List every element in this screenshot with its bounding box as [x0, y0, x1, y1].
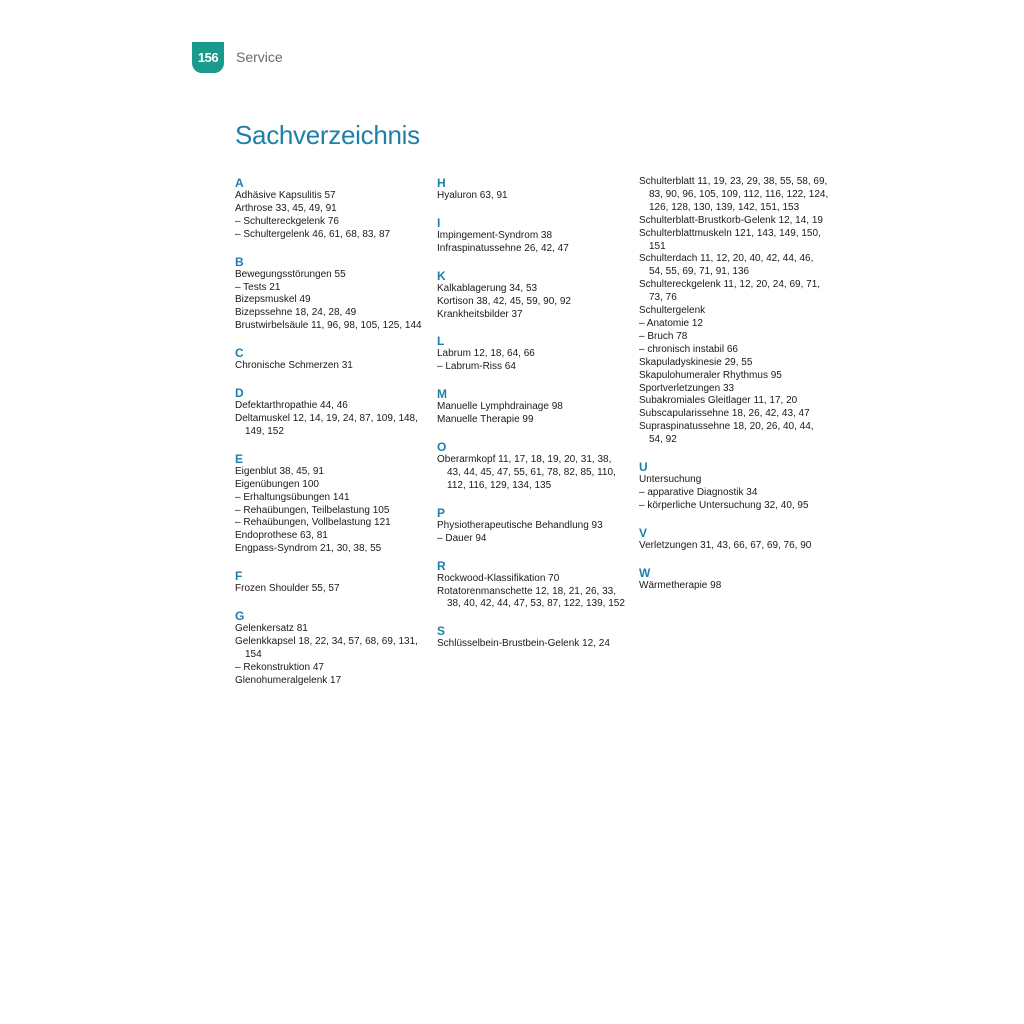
index-letter-heading: R	[437, 558, 446, 573]
index-letter-group	[235, 346, 425, 373]
index-letter-heading: I	[437, 215, 441, 230]
index-letter-heading: C	[235, 346, 244, 361]
index-entry: Bewegungsstörungen 55	[235, 268, 346, 280]
index-letter-group	[437, 440, 627, 493]
index-subentry: – Schultereckgelenk 76	[235, 216, 425, 229]
index-subentry: – Labrum-Riss 64	[437, 361, 627, 374]
index-letter-group	[235, 569, 425, 596]
index-entry: Eigenübungen 100	[235, 478, 319, 490]
index-entry: Subakromiales Gleitlager 11, 17, 20	[639, 395, 798, 407]
index-entry: Impingement-Syndrom 38	[437, 229, 553, 241]
index-letter-group	[437, 387, 627, 427]
index-letter-heading: W	[639, 565, 651, 580]
index-subentry: – Rekonstruktion 47	[235, 662, 425, 675]
index-letter-heading: K	[437, 268, 446, 283]
index-entry: Schultereckgelenk 11, 12, 20, 24, 69, 71, 73, 76	[639, 279, 821, 304]
index-letter-heading: L	[437, 334, 445, 349]
index-entry: Defektarthropathie 44, 46	[235, 400, 348, 412]
index-letter-group	[437, 334, 627, 374]
index-entry: Bizepsmuskel 49	[235, 294, 311, 306]
index-letter-heading: O	[437, 440, 447, 455]
index-column-1	[235, 176, 425, 701]
index-letter-group	[235, 176, 425, 242]
index-subentry: – chronisch instabil 66	[639, 344, 829, 357]
index-letter-group	[639, 176, 829, 447]
index-entry: Hyaluron 63, 91	[437, 190, 508, 201]
index-letter-group	[437, 269, 627, 322]
index-letter-group	[437, 216, 627, 256]
index-entry: Glenohumeralgelenk 17	[235, 674, 342, 686]
index-subentry: – Rehaübungen, Vollbelastung 121	[235, 517, 425, 530]
index-entry: Labrum 12, 18, 64, 66	[437, 348, 535, 360]
index-letter-group	[235, 452, 425, 556]
index-letter-group	[639, 526, 829, 553]
page-number-badge: 156	[192, 42, 224, 73]
index-letter-group	[639, 460, 829, 513]
index-subentry: – Rehaübungen, Teilbelastung 105	[235, 505, 425, 518]
index-entry: Supraspinatussehne 18, 20, 26, 40, 44, 54, 92	[639, 421, 814, 446]
index-entry: Schulterdach 11, 12, 20, 40, 42, 44, 46, 54, 55, 69, 71, 91, 136	[639, 253, 814, 278]
index-letter-group	[235, 609, 425, 688]
running-header-section: Service	[236, 49, 283, 65]
index-letter-heading: H	[437, 176, 446, 190]
index-entry: Chronische Schmerzen 31	[235, 360, 353, 372]
index-subentry: – Tests 21	[235, 282, 425, 295]
index-subentry: – körperliche Untersuchung 32, 40, 95	[639, 500, 829, 513]
index-entry: Wärmetherapie 98	[639, 579, 722, 591]
index-entry: Skapuladyskinesie 29, 55	[639, 356, 753, 368]
index-column-3	[639, 176, 829, 606]
index-entry: Brustwirbelsäule 11, 96, 98, 105, 125, 144	[235, 320, 422, 332]
index-entry: Physiotherapeutische Behandlung 93	[437, 519, 603, 531]
index-entry: Schlüsselbein-Brustbein-Gelenk 12, 24	[437, 638, 610, 650]
index-letter-heading: U	[639, 460, 648, 475]
index-entry: Gelenkersatz 81	[235, 623, 308, 635]
index-entry: Frozen Shoulder 55, 57	[235, 583, 340, 595]
index-entry: Gelenkkapsel 18, 22, 34, 57, 68, 69, 131, 154	[235, 635, 418, 660]
index-entry: Kortison 38, 42, 45, 59, 90, 92	[437, 295, 571, 307]
index-subentry: – apparative Diagnostik 34	[639, 487, 829, 500]
index-letter-heading: S	[437, 624, 446, 639]
index-entry: Infraspinatussehne 26, 42, 47	[437, 242, 569, 254]
index-letter-heading: P	[437, 505, 446, 520]
index-subentry: – Erhaltungsübungen 141	[235, 492, 425, 505]
index-entry: Skapulohumeraler Rhythmus 95	[639, 369, 782, 381]
index-entry: Schulterblatt-Brustkorb-Gelenk 12, 14, 19	[639, 214, 823, 226]
index-entry: Arthrose 33, 45, 49, 91	[235, 202, 337, 214]
index-letter-group	[437, 559, 627, 612]
index-column-2	[437, 176, 627, 664]
index-entry: Oberarmkopf 11, 17, 18, 19, 20, 31, 38, 43, 44, 45, 47, 55, 61, 78, 82, 85, 110, 112, 116, 129, 134, 135	[437, 454, 616, 491]
index-entry: Endoprothese 63, 81	[235, 530, 328, 542]
index-subentry: – Anatomie 12	[639, 318, 829, 331]
index-letter-heading: M	[437, 387, 447, 402]
index-entry: Krankheitsbilder 37	[437, 308, 523, 320]
index-letter-heading: V	[639, 525, 648, 540]
index-letter-heading: G	[235, 609, 245, 624]
index-letter-group	[235, 386, 425, 439]
index-entry: Schultergelenk	[639, 305, 706, 317]
index-entry: Schulterblatt 11, 19, 23, 29, 38, 55, 58, 69, 83, 90, 96, 105, 109, 112, 116, 122, 124, 126, 128, 130, 139, 142, 151, 153	[639, 176, 829, 213]
index-entry: Bizepssehne 18, 24, 28, 49	[235, 307, 357, 319]
index-entry: Verletzungen 31, 43, 66, 67, 69, 76, 90	[639, 539, 812, 551]
index-letter-group	[437, 176, 627, 203]
index-letter-heading: A	[235, 176, 244, 190]
index-entry: Rockwood-Klassifikation 70	[437, 572, 560, 584]
index-letter-group	[437, 624, 627, 651]
index-letter-group	[235, 255, 425, 334]
index-entry: Subscapularissehne 18, 26, 42, 43, 47	[639, 408, 810, 420]
index-letter-heading: F	[235, 569, 243, 584]
index-entry: Untersuchung	[639, 474, 702, 486]
index-entry: Eigenblut 38, 45, 91	[235, 465, 324, 477]
index-entry: Sportverletzungen 33	[639, 382, 735, 394]
index-entry: Adhäsive Kapsulitis 57	[235, 190, 336, 201]
index-entry: Rotatorenmanschette 12, 18, 21, 26, 33, 38, 40, 42, 44, 47, 53, 87, 122, 139, 152	[437, 585, 625, 610]
index-letter-heading: B	[235, 254, 244, 269]
index-letter-heading: D	[235, 386, 244, 401]
index-entry: Schulterblattmuskeln 121, 143, 149, 150, 151	[639, 227, 821, 252]
index-letter-group	[437, 506, 627, 546]
index-entry: Manuelle Lymphdrainage 98	[437, 401, 563, 413]
index-entry: Manuelle Therapie 99	[437, 414, 534, 426]
index-entry: Kalkablagerung 34, 53	[437, 282, 538, 294]
index-subentry: – Bruch 78	[639, 331, 829, 344]
index-letter-group	[639, 566, 829, 593]
page-title: Sachverzeichnis	[235, 120, 420, 150]
index-entry: Deltamuskel 12, 14, 19, 24, 87, 109, 148, 149, 152	[235, 412, 418, 437]
index-entry: Engpass-Syndrom 21, 30, 38, 55	[235, 543, 382, 555]
index-letter-heading: E	[235, 451, 244, 466]
index-subentry: – Dauer 94	[437, 533, 627, 546]
index-subentry: – Schultergelenk 46, 61, 68, 83, 87	[235, 229, 425, 242]
